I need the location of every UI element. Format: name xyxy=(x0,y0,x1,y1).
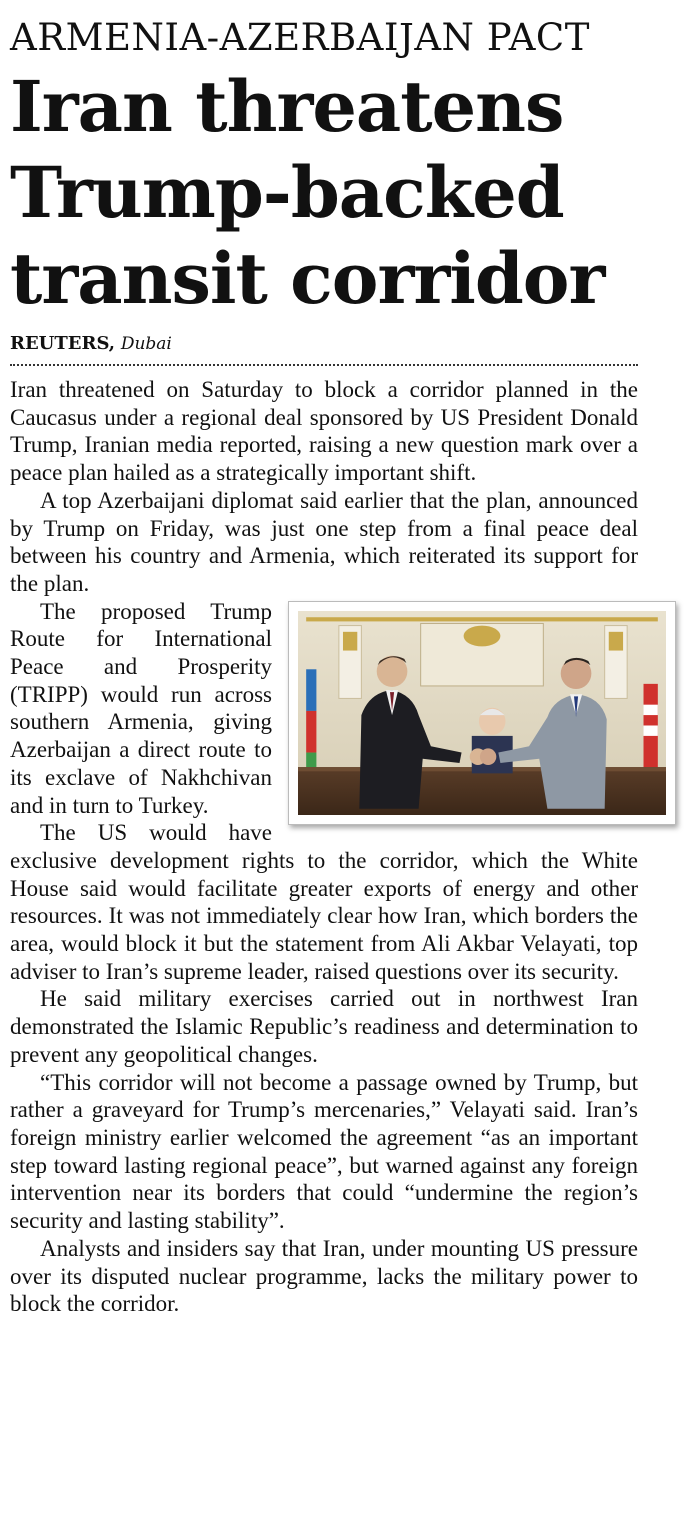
article-paragraph: The proposed Trump Route for International Peace and Prosperity (TRIPP) would run across southern Armenia, giving Azerbaijan a direct route to its exclave of Nakhchivan and in turn to Turkey. xyxy=(10,598,272,818)
article-body xyxy=(10,376,638,1318)
article-paragraph: Iran threatened on Saturday to block a corridor planned in the Caucasus under a regional deal sponsored by US President Donald Trump, Iranian media reported, raising a new question mark over a peace plan hailed as a strategically important shift. xyxy=(10,377,638,486)
article-paragraph: “This corridor will not become a passage owned by Trump, but rather a graveyard for Trump’s mercenaries,” Velayati said. Iran’s foreign ministry earlier welcomed the agreement “as an important step toward lasting regional peace”, but warned against any foreign intervention near its borders that could “undermine the region’s security and lasting stability”. xyxy=(10,1069,638,1234)
handshake-photo xyxy=(298,611,666,815)
article-headline: Iran threatens Trump-backed transit corridor xyxy=(10,65,605,320)
article-paragraph: The US would have exclusive development rights to the corridor, which the White House said would facilitate greater exports of energy and other resources. It was not immediately clear how Iran, which borders the area, would block it but the statement from Ali Akbar Velayati, top adviser to Iran’s supreme leader, raised questions over its security. xyxy=(10,820,638,984)
article-paragraph: Analysts and insiders say that Iran, under mounting US pressure over its disputed nuclear programme, lacks the military power to block the corridor. xyxy=(10,1235,638,1317)
article xyxy=(10,16,638,1318)
article-paragraph: He said military exercises carried out in northwest Iran demonstrated the Islamic Republic’s readiness and determination to prevent any geopolitical changes. xyxy=(10,986,638,1067)
byline-dateline: Dubai xyxy=(120,334,172,354)
article-photo xyxy=(288,601,676,825)
article-kicker: ARMENIA-AZERBAIJAN PACT xyxy=(10,16,590,59)
byline xyxy=(10,332,638,366)
byline-agency: REUTERS, xyxy=(10,333,116,354)
article-paragraph: A top Azerbaijani diplomat said earlier that the plan, announced by Trump on Friday, was just one step from a final peace deal between his country and Armenia, which reiterated its support for the plan. xyxy=(10,487,638,596)
